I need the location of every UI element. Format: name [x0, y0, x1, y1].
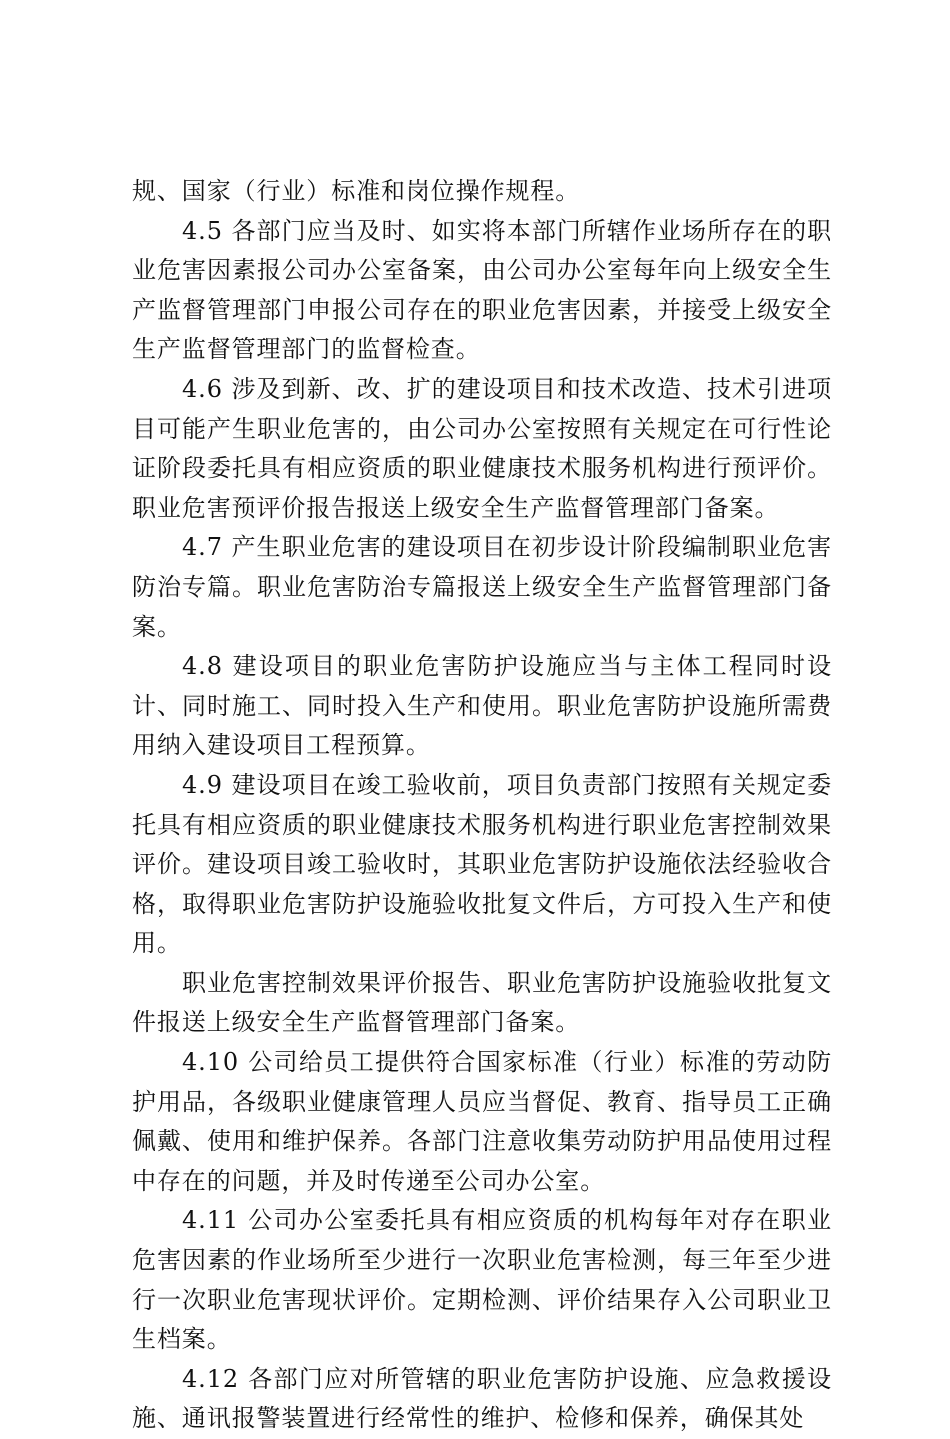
paragraph-clause-4-4-continuation: 规、国家（行业）标准和岗位操作规程。 [132, 177, 581, 205]
paragraph-clause-4-8: 4.8 建设项目的职业危害防护设施应当与主体工程同时设计、同时施工、同时投入生产和使用。职业危害防护设施所需费用纳入建设项目工程预算。 [132, 652, 832, 760]
paragraph-clause-4-9-note: 职业危害控制效果评价报告、职业危害防护设施验收批复文件报送上级安全生产监督管理部门备案。 [132, 968, 832, 1037]
document-body [132, 172, 832, 1439]
paragraph-clause-4-10: 4.10 公司给员工提供符合国家标准（行业）标准的劳动防护用品，各级职业健康管理人员应当督促、教育、指导员工正确佩戴、使用和维护保养。各部门注意收集劳动防护用品使用过程中存在的问题，并及时传递至公司办公室。 [132, 1048, 832, 1195]
paragraph-clause-4-11: 4.11 公司办公室委托具有相应资质的机构每年对存在职业危害因素的作业场所至少进行一次职业危害检测，每三年至少进行一次职业危害现状评价。定期检测、评价结果存入公司职业卫生档案。 [132, 1206, 832, 1354]
paragraph-clause-4-5: 4.5 各部门应当及时、如实将本部门所辖作业场所存在的职业危害因素报公司办公室备案，由公司办公室每年向上级安全生产监督管理部门申报公司存在的职业危害因素，并接受上级安全生产监督管理部门的监督检查。 [132, 216, 832, 364]
paragraph-clause-4-12: 4.12 各部门应对所管辖的职业危害防护设施、应急救援设施、通讯报警装置进行经常性的维护、检修和保养，确保其处 [132, 1364, 832, 1433]
paragraph-clause-4-7: 4.7 产生职业危害的建设项目在初步设计阶段编制职业危害防治专篇。职业危害防治专篇报送上级安全生产监督管理部门备案。 [132, 533, 832, 641]
paragraph-clause-4-6: 4.6 涉及到新、改、扩的建设项目和技术改造、技术引进项目可能产生职业危害的，由公司办公室按照有关规定在可行性论证阶段委托具有相应资质的职业健康技术服务机构进行预评价。职业危害预评价报告报送上级安全生产监督管理部门备案。 [132, 374, 832, 522]
paragraph-clause-4-9: 4.9 建设项目在竣工验收前，项目负责部门按照有关规定委托具有相应资质的职业健康技术服务机构进行职业危害控制效果评价。建设项目竣工验收时，其职业危害防护设施依法经验收合格，取得职业危害防护设施验收批复文件后，方可投入生产和使用。 [132, 770, 832, 958]
